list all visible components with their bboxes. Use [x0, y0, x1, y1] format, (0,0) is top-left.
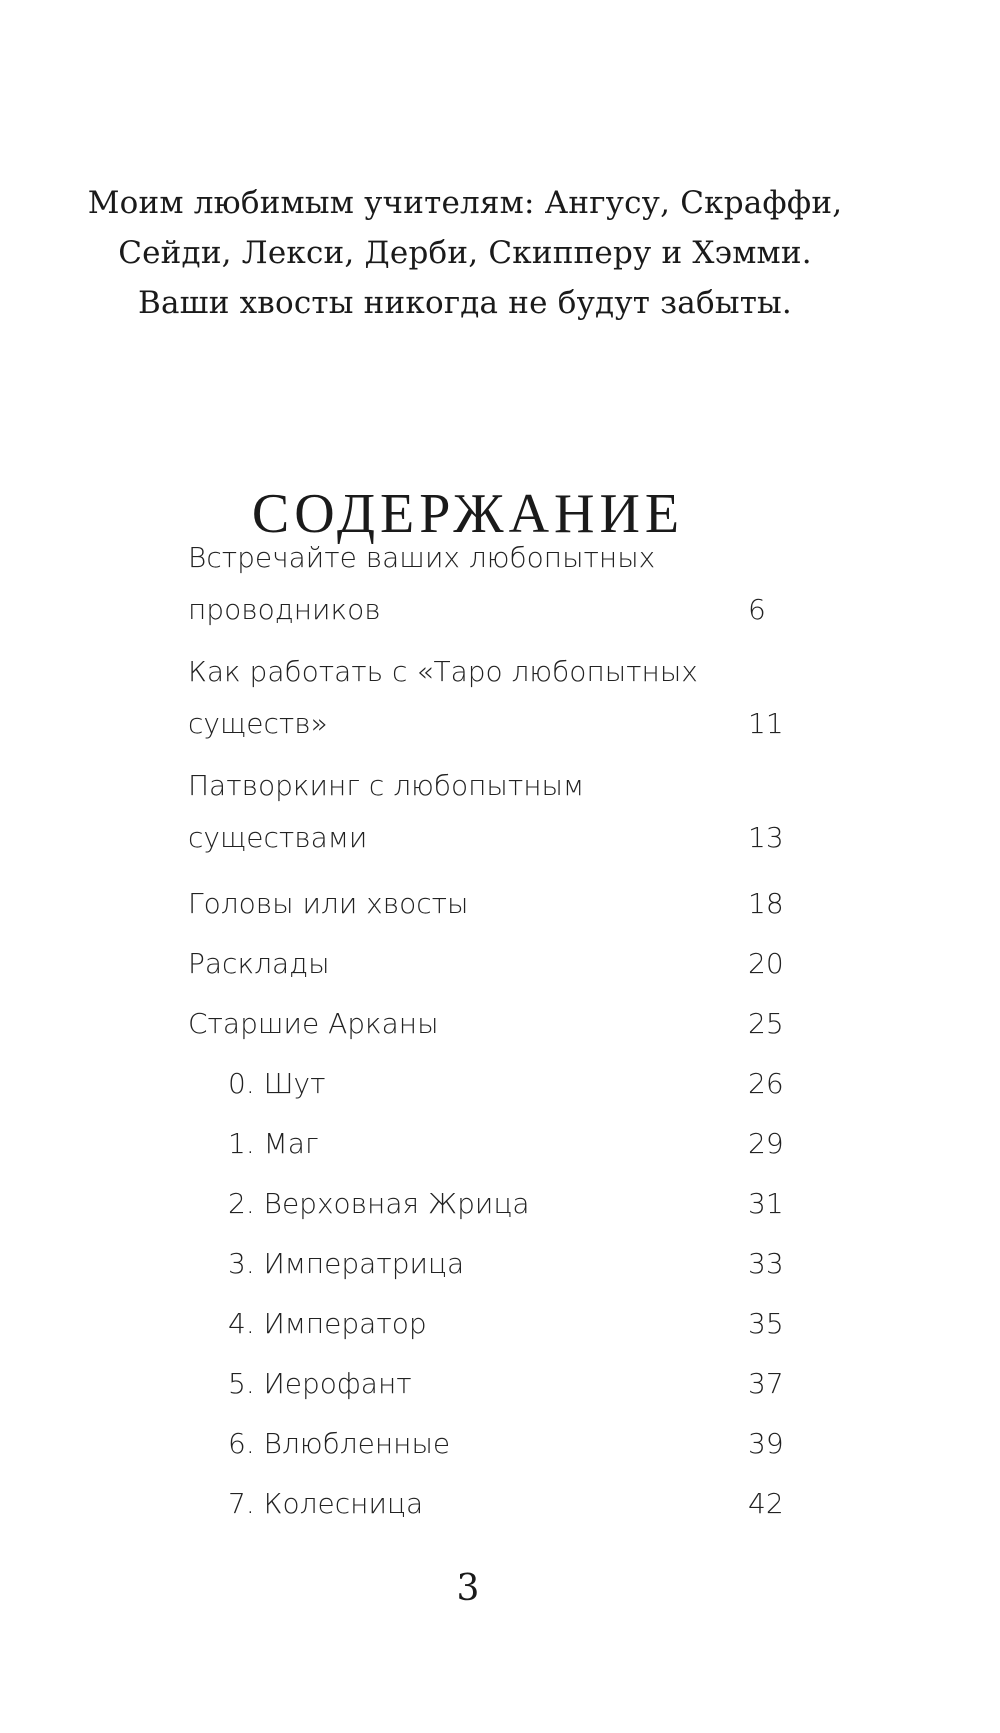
toc-entry-line: Патворкинг с любопытным [188, 769, 585, 802]
toc-entry[interactable] [188, 934, 808, 994]
toc-subentry[interactable] [188, 1114, 808, 1174]
toc-entry-page: 11 [748, 707, 784, 740]
toc-entry-line: 5. Иерофант [228, 1367, 412, 1400]
toc-entry-line: 3. Императрица [228, 1247, 465, 1280]
toc-entry-label [188, 646, 718, 750]
toc-entry-line: 4. Император [228, 1307, 427, 1340]
toc-entry-label [188, 1414, 718, 1474]
toc-entry-line: Как работать с «Таро любопытных [188, 655, 698, 688]
toc-entry-page: 33 [748, 1247, 784, 1280]
toc-subentry[interactable] [188, 1414, 808, 1474]
toc-entry[interactable] [188, 532, 808, 636]
toc-entry-page: 25 [748, 1007, 784, 1040]
toc-entry-label [188, 1174, 718, 1234]
toc-entry-line: 6. Влюбленные [228, 1427, 451, 1460]
toc-entry-label [188, 1474, 718, 1534]
toc-entry-line: существ» [188, 707, 328, 740]
dedication [0, 178, 930, 328]
dedication-line: Моим любимым учителям: Ангусу, Скраффи, [87, 185, 843, 221]
toc-subentry[interactable] [188, 1054, 808, 1114]
toc-subentry[interactable] [188, 1294, 808, 1354]
toc-entry-line: 7. Колесница [228, 1487, 424, 1520]
toc-entry[interactable] [188, 874, 808, 934]
toc-entry-line: Расклады [188, 947, 330, 980]
toc-entry-label [188, 760, 718, 864]
toc-entry-line: 0. Шут [228, 1067, 326, 1100]
toc-entry-label [188, 1234, 718, 1294]
toc-entry-page: 20 [748, 947, 784, 980]
dedication-line: Сейди, Лекси, Дерби, Скипперу и Хэмми. [118, 235, 812, 271]
toc-entry-page: 39 [748, 1427, 784, 1460]
toc-entry[interactable] [188, 646, 808, 750]
toc-entry-label [188, 532, 718, 636]
toc-entry[interactable] [188, 760, 808, 864]
toc-entry-label [188, 1294, 718, 1354]
toc-entry-page: 18 [748, 887, 784, 920]
toc-subentry[interactable] [188, 1474, 808, 1534]
toc-entry-page: 42 [748, 1487, 784, 1520]
toc-entry[interactable] [188, 994, 808, 1054]
toc-entry-page: 6 [748, 593, 766, 626]
toc-entry-page: 37 [748, 1367, 784, 1400]
toc-entry-label [188, 1354, 718, 1414]
toc-entry-label [188, 1114, 718, 1174]
toc-title: СОДЕРЖАНИЕ [251, 482, 685, 545]
toc-entry-line: 1. Маг [228, 1127, 319, 1160]
page-number: 3 [456, 1568, 480, 1609]
toc-entry-page: 29 [748, 1127, 784, 1160]
toc-subentry[interactable] [188, 1174, 808, 1234]
toc-entry-label [188, 874, 718, 934]
toc-entry-label [188, 1054, 718, 1114]
toc-entry-page: 26 [748, 1067, 784, 1100]
toc-entry-line: существами [188, 821, 368, 854]
table-of-contents [188, 532, 808, 1534]
toc-entry-label [188, 934, 718, 994]
toc-entry-page: 31 [748, 1187, 784, 1220]
dedication-line: Ваши хвосты никогда не будут забыты. [138, 285, 792, 321]
toc-entry-line: Встречайте ваших любопытных [188, 541, 656, 574]
toc-entry-page: 35 [748, 1307, 784, 1340]
toc-entry-line: 2. Верховная Жрица [228, 1187, 530, 1220]
toc-subentry[interactable] [188, 1234, 808, 1294]
toc-entry-line: Старшие Арканы [188, 1007, 439, 1040]
toc-subentry[interactable] [188, 1354, 808, 1414]
toc-entry-page: 13 [748, 821, 784, 854]
toc-entry-label [188, 994, 718, 1054]
toc-entry-line: Головы или хвосты [188, 887, 469, 920]
toc-entry-line: проводников [188, 593, 381, 626]
